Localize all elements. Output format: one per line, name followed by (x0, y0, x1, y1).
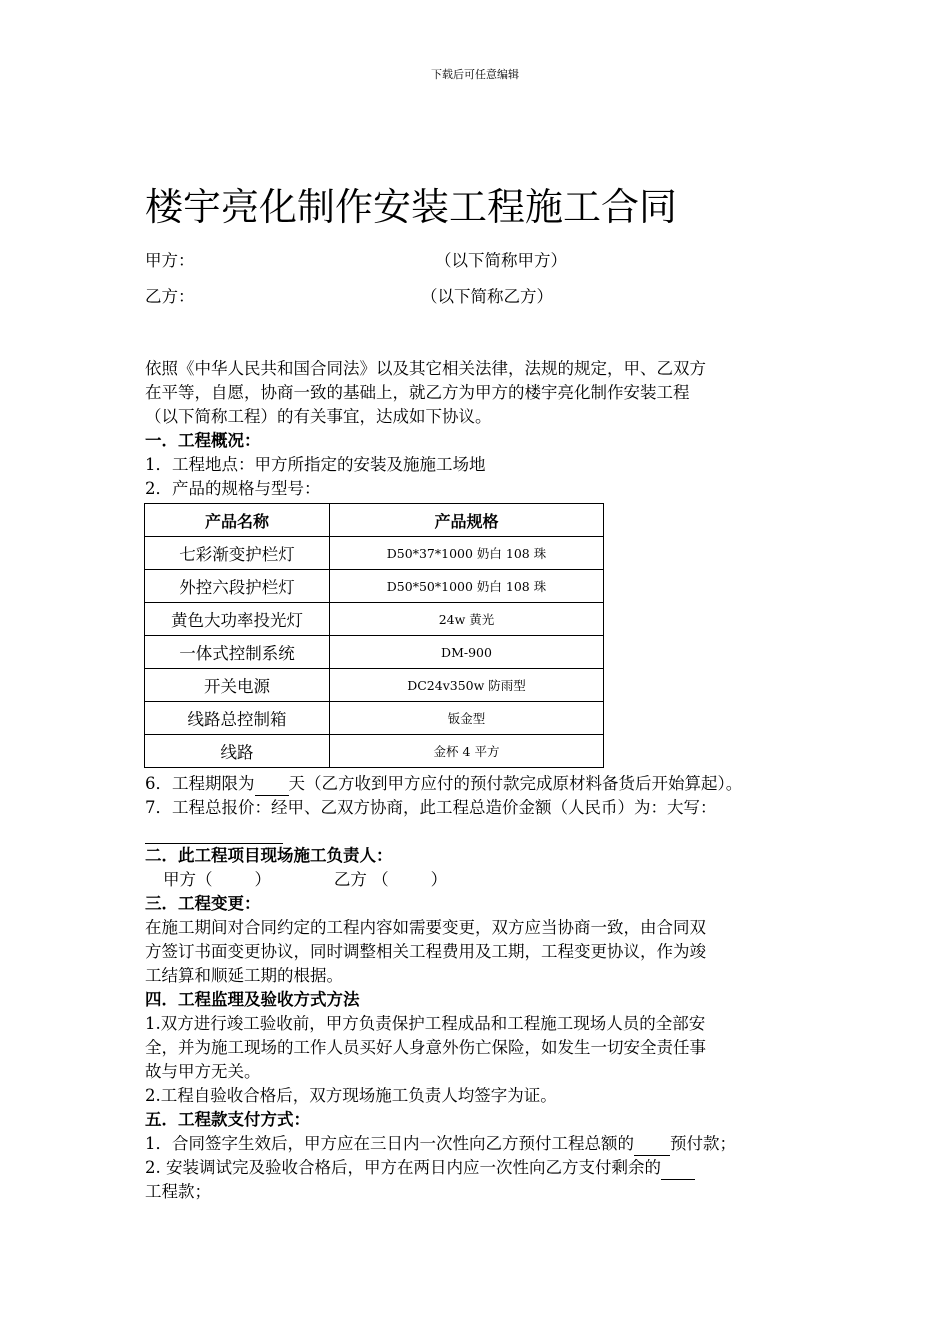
section-1-item-2: 2．产品的规格与型号： (145, 479, 321, 498)
section-4-line: 1.双方进行竣工验收前，甲方负责保护工程成品和工程施工现场人员的全部安 (145, 1014, 706, 1033)
column-header-spec: 产品规格 (330, 504, 604, 537)
blank-remaining (661, 1161, 695, 1180)
intro-paragraph (145, 357, 815, 501)
section-3-line: 方签订书面变更协议，同时调整相关工程费用及工期，工程变更协议，作为竣 (145, 942, 706, 961)
intro-line: （以下简称工程）的有关事宜，达成如下协议。 (145, 407, 492, 426)
product-spec: DM-900 (330, 636, 604, 669)
table-row (145, 636, 604, 669)
party-a-label: 甲方： (145, 251, 195, 270)
product-spec-table (144, 503, 604, 768)
product-name: 线路 (145, 735, 330, 768)
column-header-name: 产品名称 (145, 504, 330, 537)
table-row (145, 570, 604, 603)
party-b-label: 乙方： (145, 287, 195, 306)
party-a-note: （以下简称甲方） (435, 251, 567, 270)
product-name: 黄色大功率投光灯 (145, 603, 330, 636)
product-spec: DC24v350w 防雨型 (330, 669, 604, 702)
intro-line: 在平等，自愿，协商一致的基础上，就乙方为甲方的楼宇亮化制作安装工程 (145, 383, 690, 402)
party-b-line (145, 285, 553, 309)
section-1-item-6: 6．工程期限为 天（乙方收到甲方应付的预付款完成原材料备货后开始算起）。 (145, 772, 835, 796)
section-4-line: 故与甲方无关。 (145, 1062, 261, 1081)
section-3-heading: 三．工程变更： (145, 894, 261, 913)
section-1-continued (145, 772, 835, 1204)
table-row (145, 603, 604, 636)
table-header-row (145, 504, 604, 537)
section-3-line: 在施工期间对合同约定的工程内容如需要变更，双方应当协商一致，由合同双 (145, 918, 706, 937)
party-b-note: （以下简称乙方） (421, 287, 553, 306)
product-name: 开关电源 (145, 669, 330, 702)
section-5-item-2-cont: 工程款； (145, 1182, 211, 1201)
blank-prepay (634, 1137, 670, 1156)
table-row (145, 702, 604, 735)
product-spec: 24w 黄光 (330, 603, 604, 636)
blank-amount-line (145, 820, 835, 844)
product-name: 一体式控制系统 (145, 636, 330, 669)
blank-amount (145, 825, 283, 844)
blank-days (255, 777, 289, 796)
table-row (145, 669, 604, 702)
table-row (145, 537, 604, 570)
document-title: 楼宇亮化制作安装工程施工合同 (145, 185, 678, 229)
page-header: 下载后可任意编辑 (431, 68, 519, 81)
product-spec: 金杯 4 平方 (330, 735, 604, 768)
product-spec: D50*37*1000 奶白 108 珠 (330, 537, 604, 570)
party-a-line (145, 249, 567, 273)
table-row (145, 735, 604, 768)
section-2-people: 甲方（ ） 乙方 （ ） (163, 870, 448, 889)
product-spec: D50*50*1000 奶白 108 珠 (330, 570, 604, 603)
product-spec: 钣金型 (330, 702, 604, 735)
section-4-heading: 四．工程监理及验收方式方法 (145, 990, 360, 1009)
product-name: 线路总控制箱 (145, 702, 330, 735)
section-5-item-1: 1．合同签字生效后，甲方应在三日内一次性向乙方预付工程总额的 预付款； (145, 1132, 835, 1156)
section-1-item-1: 1．工程地点：甲方所指定的安装及施施工场地 (145, 455, 486, 474)
section-5-item-2: 2. 安装调试完及验收合格后，甲方在两日内应一次性向乙方支付剩余的 (145, 1156, 835, 1180)
section-5-heading: 五．工程款支付方式： (145, 1110, 310, 1129)
section-4-line: 2.工程自验收合格后，双方现场施工负责人均签字为证。 (145, 1086, 557, 1105)
product-name: 七彩渐变护栏灯 (145, 537, 330, 570)
section-1-item-7: 7．工程总报价：经甲、乙双方协商，此工程总造价金额（人民币）为：大写： (145, 798, 717, 817)
section-3-line: 工结算和顺延工期的根据。 (145, 966, 343, 985)
product-name: 外控六段护栏灯 (145, 570, 330, 603)
intro-line: 依照《中华人民共和国合同法》以及其它相关法律，法规的规定，甲、乙双方 (145, 359, 706, 378)
section-4-line: 全，并为施工现场的工作人员买好人身意外伤亡保险，如发生一切安全责任事 (145, 1038, 706, 1057)
section-2-heading: 二．此工程项目现场施工负责人： (145, 846, 393, 865)
section-1-heading: 一．工程概况： (145, 431, 261, 450)
